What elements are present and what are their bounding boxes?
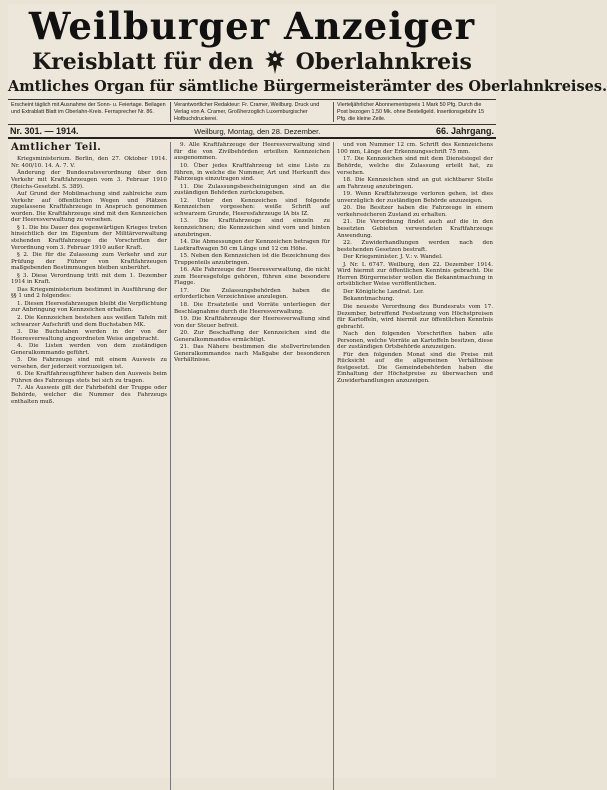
paragraph: 1. Diesen Heeresfahrzeugen bleibt die Verpflichtung zur Anbringung von Kennzeichen erhalten. bbox=[11, 300, 167, 314]
info-editor-printer: Verantwortlicher Redakteur: Fr. Cramer, Weilburg. Druck und Verlag von A. Cramer, Großherzoglich Luxemburgischer Hofbuchdruckerei. bbox=[170, 102, 333, 122]
paragraph: Änderung der Bundesratsverordnung über den Verkehr mit Kraftfahrzeugen vom 3. Februar 1910 (Reichs-Gesetzbl. S. 389). bbox=[11, 170, 167, 190]
paragraph: 22. Zuwiderhandlungen werden nach den bestehenden Gesetzen bestraft. bbox=[337, 240, 493, 253]
paragraph: 5. Die Fahrzeuge sind mit einem Ausweis zu versehen, der jederzeit vorzuzeigen ist. bbox=[11, 357, 167, 370]
paragraph: 13. Die Kraftfahrzeuge sind einzeln zu kennzeichnen; die Kennzeichen sind vorn und hinten anzubringen. bbox=[174, 218, 330, 238]
paragraph: § 1. Die bis Dauer des gegenwärtigen Krieges treten hinsichtlich der im Eigentum der Militärverwaltung stehenden Kraftfahrzeuge die Vorschriften der Verordnung vom 3. Februar 1910 außer Kraft. bbox=[11, 224, 167, 251]
paragraph: 17. Die Kennzeichen sind mit dem Dienstsiegel der Behörde, welche die Zulassung erteilt hat, zu versehen. bbox=[337, 156, 493, 176]
paragraph: 6. Die Kraftfahrzeugführer haben den Ausweis beim Führen des Fahrzeugs stets bei sich zu tragen. bbox=[11, 371, 167, 384]
paragraph: 18. Die Kennzeichen sind an gut sichtbarer Stelle am Fahrzeug anzubringen. bbox=[337, 177, 493, 190]
column-2-body bbox=[174, 142, 330, 364]
paragraph: Der Kriegsminister. J. V.: v. Wandel. bbox=[343, 254, 443, 261]
paragraph: 21. Die Verordnung findet auch auf die in den besetzten Gebieten verwendeten Kraftfahrzeuge Anwendung. bbox=[337, 219, 493, 239]
newspaper-page bbox=[8, 4, 607, 778]
paragraph: 21. Das Nähere bestimmen die stellvertretenden Generalkommandos nach Maßgabe der besonderen Verhältnisse. bbox=[174, 344, 330, 364]
column-3 bbox=[333, 142, 496, 790]
paragraph: Für den folgenden Monat sind die Preise mit Rücksicht auf die allgemeinen Verhältnisse festgesetzt. Die Gemeindebehörden haben die Einhaltung der Höchstpreise zu überwachen und Zuwiderhandlungen anzuzeigen. bbox=[337, 351, 493, 384]
article-columns bbox=[8, 142, 496, 790]
issue-number: Nr. 301. — 1914. bbox=[10, 126, 79, 137]
paragraph: Der Königliche Landrat. Ler. bbox=[343, 288, 424, 295]
masthead bbox=[8, 4, 607, 96]
newspaper-title: Weilburger Anzeiger bbox=[28, 4, 476, 48]
paragraph: 3. Die Buchstaben werden in der von der Heeresverwaltung angeordneten Weise angebracht. bbox=[11, 329, 167, 342]
paragraph: Auf Grund der Mobilmachung sind zahlreiche zum Verkehr auf öffentlichen Wegen und Plätzen zugelassene Kraftfahrzeuge in Anspruch genommen worden. Die Kraftfahrzeuge sind mit den Kennzeichen der Heeresverwaltung zu versehen. bbox=[11, 191, 167, 224]
paragraph: 9. Alle Kraftfahrzeuge der Heeresverwaltung sind für die von Zivilbehörden erteilten Kennzeichen ausgenommen. bbox=[174, 142, 330, 162]
paragraph: und von Nummer 12 cm. Schrift des Kennzeichens 100 mm, Länge der Erkennungsschrift 75 mm. bbox=[337, 142, 493, 155]
paragraph: 20. Die Besitzer haben die Fahrzeuge in einem verkehrssicheren Zustand zu erhalten. bbox=[337, 205, 493, 218]
paragraph: 11. Die Zulassungsbescheinigungen sind an die zuständigen Behörden zurückzugeben. bbox=[174, 183, 330, 197]
paragraph: Bekanntmachung. bbox=[343, 296, 395, 303]
issue-place-date: Weilburg, Montag, den 28. Dezember. bbox=[194, 127, 321, 137]
column-1-body bbox=[11, 156, 167, 405]
subtitle-right: Oberlahnkreis bbox=[295, 49, 472, 75]
paragraph: 17. Die Zulassungsbehörden haben die erforderlichen Verzeichnisse anzulegen. bbox=[174, 287, 330, 301]
section-title: Amtlicher Teil. bbox=[11, 142, 102, 154]
official-organ-line: Amtliches Organ für sämtliche Bürgermeisterämter des Oberlahnkreises. bbox=[8, 78, 607, 95]
subtitle-left: Kreisblatt für den bbox=[32, 49, 254, 75]
issue-year: 66. Jahrgang. bbox=[435, 126, 494, 137]
paragraph: 10. Über jedes Kraftfahrzeug ist eine Liste zu führen, in welche die Nummer, Art und Herkunft des Fahrzeugs einzutragen sind. bbox=[174, 163, 330, 183]
paragraph: 16. Alle Fahrzeuge der Heeresverwaltung, die nicht zum Heeresgefolge gehören, führen eine besondere Flagge. bbox=[174, 267, 330, 287]
column-2 bbox=[170, 142, 333, 790]
paragraph: 15. Neben den Kennzeichen ist die Bezeichnung des Truppenteils anzubringen. bbox=[174, 253, 330, 266]
issue-line bbox=[8, 125, 496, 139]
paragraph: 14. Die Abmessungen der Kennzeichen betragen für Lastkraftwagen 50 cm Länge und 12 cm Höhe. bbox=[174, 239, 330, 252]
subtitle-row bbox=[8, 48, 496, 76]
info-publishing-schedule: Erscheint täglich mit Ausnahme der Sonn- u. Feiertage. Beilagen und Extrablatt Blatt im Oberlahn-Kreis. Fernsprecher Nr. 86. bbox=[11, 102, 166, 115]
paragraph: Das Kriegsministerium bestimmt in Ausführung der §§ 1 und 2 folgendes: bbox=[11, 286, 167, 300]
paragraph: 18. Die Ersatzteile und Vorräte unterliegen der Beschlagnahme durch die Heeresverwaltung. bbox=[174, 301, 330, 315]
paragraph: 4. Die Listen werden von dem zuständigen Generalkommando geführt. bbox=[11, 343, 167, 356]
paragraph: § 2. Die für die Zulassung zum Verkehr und zur Prüfung der Führer von Kraftfahrzeugen maßgebenden Bestimmungen bleiben unberührt. bbox=[11, 252, 167, 272]
paragraph: 19. Wenn Kraftfahrzeuge verloren gehen, ist dies unverzüglich der zuständigen Behörde anzuzeigen. bbox=[337, 191, 493, 204]
paragraph: Nach den folgenden Vorschriften haben alle Personen, welche Vorräte an Kartoffeln besitzen, diese der zuständigen Ortsbehörde anzuzeigen. bbox=[337, 331, 493, 351]
paragraph: Die neueste Verordnung des Bundesrats vom 17. Dezember, betreffend Festsetzung von Höchstpreisen für Kartoffeln, wird hiermit zur öffentlichen Kenntnis gebracht. bbox=[337, 303, 493, 330]
info-subscription-price: Vierteljährlicher Abonnementspreis 1 Mark 50 Pfg. Durch die Post bezogen 1,50 Mk. ohne Bestellgeld. Insertionsgebühr 15 Pfg. die kleine Zeile. bbox=[333, 102, 496, 122]
paragraph: Kriegsministerium. Berlin, den 27. Oktober 1914. Nr. 400/10. 14. A. 7. V. bbox=[11, 156, 167, 169]
column-3-body bbox=[337, 142, 493, 384]
paragraph: 20. Zur Beschaffung der Kennzeichen sind die Generalkommandos ermächtigt. bbox=[174, 330, 330, 343]
paragraph: 2. Die Kennzeichen bestehen aus weißen Tafeln mit schwarzer Aufschrift und dem Buchstaben MK. bbox=[11, 314, 167, 328]
paragraph: § 3. Diese Verordnung tritt mit dem 1. Dezember 1914 in Kraft. bbox=[11, 272, 167, 286]
column-1 bbox=[8, 142, 170, 790]
paragraph: 7. Als Ausweis gilt der Fahrbefehl der Truppe oder Behörde, welcher die Nummer des Fahrzeugs enthalten muß. bbox=[11, 385, 167, 405]
publication-info bbox=[8, 99, 496, 125]
eagle-crest-icon bbox=[264, 48, 286, 76]
paragraph: 12. Unter den Kennzeichen sind folgende Kennzeichen vorgesehen: weiße Schrift auf schwarzem Grunde, Heeresfahrzeuge IA bis IZ. bbox=[174, 197, 330, 217]
paragraph: J. Nr. L 6747. Weilburg, den 22. Dezember 1914. Wird hiermit zur öffentlichen Kenntnis gebracht. Die Herren Bürgermeister wollen die Bekanntmachung in ortsüblicher Weise veröffentlichen. bbox=[337, 261, 493, 288]
paragraph: 19. Die Kraftfahrzeuge der Heeresverwaltung sind von der Steuer befreit. bbox=[174, 316, 330, 329]
